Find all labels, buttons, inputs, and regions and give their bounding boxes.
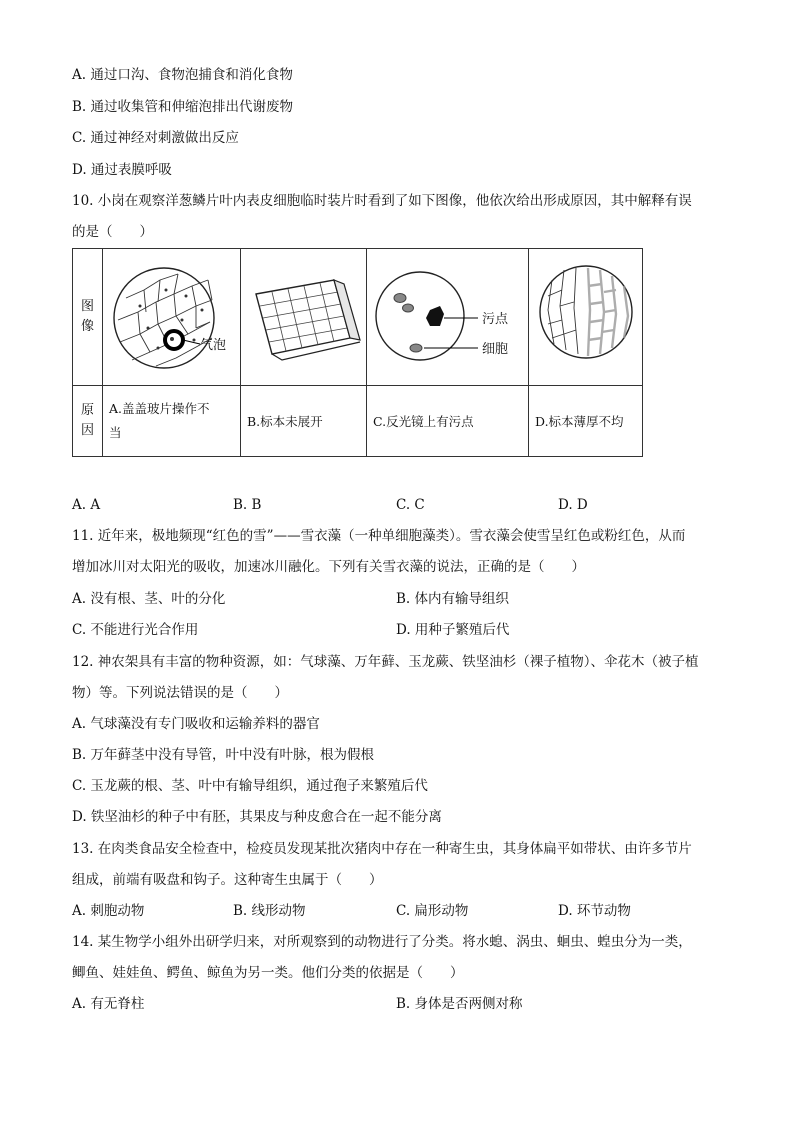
row-header-cause: 原 因 — [73, 386, 103, 457]
q11-option-b: B. 体内有输导组织 — [396, 591, 510, 607]
q11-stem-line1: 11. 近年来，极地频现“红色的雪”——雪衣藻（一种单细胞藻类）。雪衣藻会使雪呈红色或粉红色，从而 — [72, 528, 686, 544]
image-c-dirt — [367, 249, 529, 386]
cell-label: 细胞 — [481, 342, 508, 357]
q10-option-a: A. A — [72, 497, 101, 513]
q9-option-c: C. 通过神经对刺激做出反应 — [72, 130, 239, 146]
q11-option-c: C. 不能进行光合作用 — [72, 622, 199, 638]
bubble-label: 气泡 — [199, 338, 226, 353]
q14-stem-line1: 14. 某生物学小组外出研学归来，对所观察到的动物进行了分类。将水螅、涡虫、蛔虫、蝗虫分为一类， — [72, 934, 692, 950]
cause-c: C.反光镜上有污点 — [367, 386, 529, 457]
q9-option-b: B. 通过收集管和伸缩泡排出代谢废物 — [72, 99, 294, 115]
q11-stem-line2: 增加冰川对太阳光的吸收，加速冰川融化。下列有关雪衣藻的说法，正确的是（ ） — [72, 559, 585, 575]
row-header-image: 图 像 — [73, 249, 103, 386]
cells-with-bubble-drawing — [104, 250, 240, 380]
image-b-folded — [241, 249, 367, 386]
cause-a: A.盖盖玻片操作不 当 — [103, 386, 241, 457]
q10-option-b: B. B — [233, 497, 262, 513]
q13-option-b: B. 线形动物 — [233, 903, 306, 919]
q10-stem-line1: 10. 小岗在观察洋葱鳞片叶内表皮细胞临时装片时看到了如下图像，他依次给出形成原因，其中解释有误 — [72, 193, 692, 209]
cause-d: D.标本薄厚不均 — [529, 386, 643, 457]
cause-b: B.标本未展开 — [241, 386, 367, 457]
q9-option-a: A. 通过口沟、食物泡捕食和消化食物 — [72, 67, 293, 83]
image-d-uneven — [529, 249, 643, 386]
dirt-label: 污点 — [481, 312, 508, 327]
q13-option-a: A. 刺胞动物 — [72, 903, 145, 919]
q11-option-d: D. 用种子繁殖后代 — [396, 622, 510, 638]
q12-stem-line2: 物）等。下列说法错误的是（ ） — [72, 685, 288, 701]
q12-option-b: B. 万年藓茎中没有导管，叶中没有叶脉，根为假根 — [72, 747, 375, 763]
uneven-thickness-drawing — [530, 250, 642, 380]
image-a-bubble — [103, 249, 241, 386]
q12-option-d: D. 铁坚油杉的种子中有胚，其果皮与种皮愈合在一起不能分离 — [72, 809, 442, 825]
q10-figure-table — [72, 248, 643, 457]
q13-option-c: C. 扁形动物 — [396, 903, 469, 919]
q13-option-d: D. 环节动物 — [558, 903, 631, 919]
q9-option-d: D. 通过表膜呼吸 — [72, 162, 172, 178]
q10-option-d: D. D — [558, 497, 588, 513]
q12-option-a: A. 气球藻没有专门吸收和运输养料的器官 — [72, 716, 320, 732]
q12-stem-line1: 12. 神农架具有丰富的物种资源，如：气球藻、万年藓、玉龙蕨、铁坚油杉（裸子植物）、伞花木（被子植 — [72, 654, 699, 670]
dirt-on-mirror-drawing — [368, 250, 528, 380]
folded-specimen-drawing — [242, 250, 366, 380]
q10-option-c: C. C — [396, 497, 425, 513]
q11-option-a: A. 没有根、茎、叶的分化 — [72, 591, 226, 607]
q13-stem-line1: 13. 在肉类食品安全检查中，检疫员发现某批次猪肉中存在一种寄生虫，其身体扁平如带状、由许多节片 — [72, 841, 692, 857]
q14-stem-line2: 鲫鱼、娃娃鱼、鳄鱼、鲸鱼为另一类。他们分类的依据是（ ） — [72, 965, 464, 981]
q14-option-b: B. 身体是否两侧对称 — [396, 996, 523, 1012]
q10-stem-line2: 的是（ ） — [72, 224, 153, 240]
q13-stem-line2: 组成，前端有吸盘和钩子。这种寄生虫属于（ ） — [72, 872, 383, 888]
q14-option-a: A. 有无脊柱 — [72, 996, 145, 1012]
q12-option-c: C. 玉龙蕨的根、茎、叶中有输导组织，通过孢子来繁殖后代 — [72, 778, 428, 794]
